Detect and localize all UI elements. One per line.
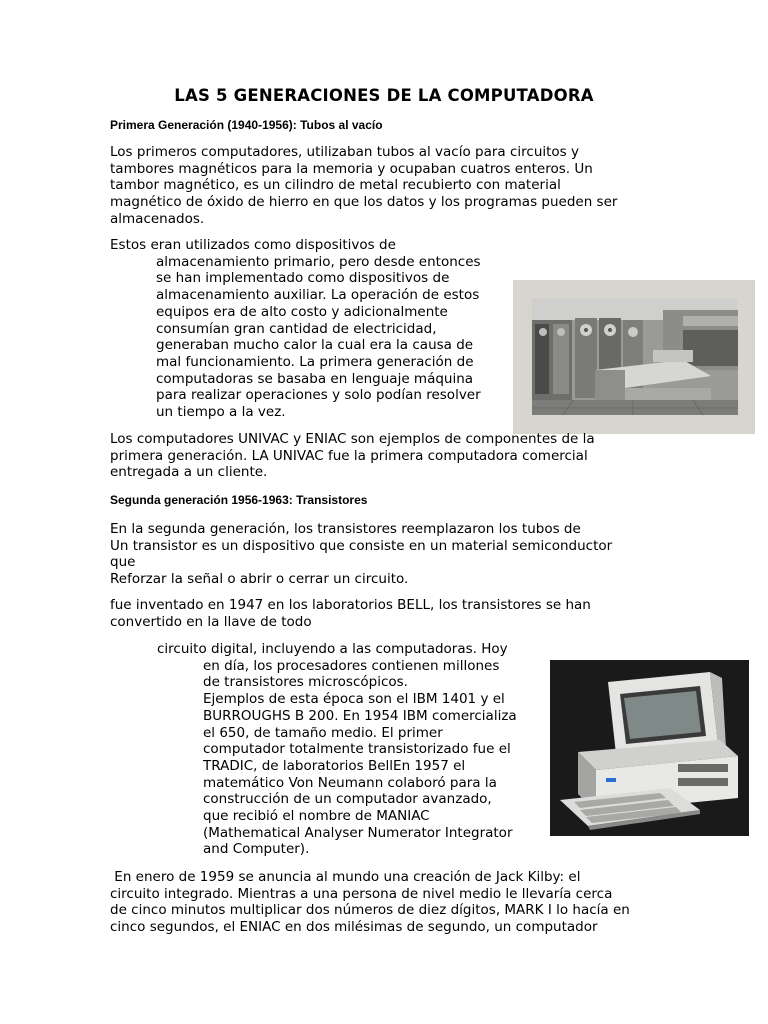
section1-paragraph2 (110, 237, 481, 421)
text-line: construcción de un computador avanzado, (203, 791, 492, 808)
text-line: circuito digital, incluyendo a las computadoras. Hoy (157, 641, 508, 657)
text-line: generaban mucho calor la cual era la causa de (156, 337, 474, 354)
text-line: Un transistor es un dispositivo que consiste en un material semiconductor (110, 537, 613, 554)
section2-paragraph1 (110, 521, 612, 588)
text-line: un tiempo a la vez. (156, 404, 286, 421)
text-line: para realizar operaciones y solo podían resolver (156, 387, 481, 404)
text-line: computadoras se basaba en lenguaje máquina (156, 370, 474, 387)
text-line: En enero de 1959 se anuncia al mundo una creación de Jack Kilby: el (110, 869, 581, 885)
text-line: TRADIC, de laboratorios BellEn 1957 el (203, 757, 466, 774)
text-line: el 650, de tamaño medio. El primer (203, 724, 443, 741)
text-line: matemático Von Neumann colaboró para la (203, 774, 497, 791)
text-line: de transistores microscópicos. (203, 674, 408, 691)
text-line: almacenados. (110, 210, 205, 227)
text-line: almacenamiento auxiliar. La operación de estos (156, 287, 480, 304)
text-line: Los computadores UNIVAC y ENIAC son ejemplos de componentes de la (110, 431, 595, 447)
text-line: BURROUGHS B 200. En 1954 IBM comercializa (203, 707, 517, 724)
text-line: en día, los procesadores contienen millones (203, 657, 500, 674)
text-line: mal funcionamiento. La primera generación de (156, 353, 474, 370)
section1-heading: Primera Generación (1940-1956): Tubos al vacío (110, 118, 383, 132)
section1-paragraph3 (110, 431, 595, 481)
section2-paragraph3 (157, 641, 517, 858)
text-line: cinco segundos, el ENIAC en dos milésimas de segundo, un computador (110, 919, 598, 936)
section2-paragraph2 (110, 597, 591, 630)
text-line: fue inventado en 1947 en los laboratorios BELL, los transistores se han (110, 597, 591, 613)
text-line: primera generación. LA UNIVAC fue la primera computadora comercial (110, 447, 588, 464)
text-line: que recibió el nombre de MANIAC (203, 808, 430, 825)
section2-heading: Segunda generación 1956-1963: Transistores (110, 493, 368, 507)
text-line: Estos eran utilizados como dispositivos de (110, 237, 396, 253)
text-line: Ejemplos de esta época son el IBM 1401 y el (203, 691, 505, 708)
section1-paragraph1 (110, 144, 617, 228)
text-line: convertido en la llave de todo (110, 613, 312, 630)
text-line: almacenamiento primario, pero desde entonces (156, 253, 481, 270)
text-line: computador totalmente transistorizado fue el (203, 741, 511, 758)
text-line: En la segunda generación, los transistores reemplazaron los tubos de (110, 521, 581, 537)
text-line: consumían gran cantidad de electricidad, (156, 320, 437, 337)
text-line: Reforzar la señal o abrir o cerrar un circuito. (110, 571, 409, 588)
text-line: circuito integrado. Mientras a una persona de nivel medio le llevaría cerca (110, 885, 613, 902)
text-line: magnético de óxido de hierro en que los datos y los programas pueden ser (110, 194, 618, 211)
text-line: equipos era de alto costo y adicionalmente (156, 303, 448, 320)
section2-paragraph4 (110, 869, 630, 936)
text-line: Los primeros computadores, utilizaban tubos al vacío para circuitos y (110, 144, 579, 160)
text-line: que (110, 554, 136, 571)
text-line: de cinco minutos multiplicar dos números de diez dígitos, MARK I lo hacía en (110, 902, 630, 919)
text-line: and Computer). (203, 841, 310, 858)
ibm-pc-photo (550, 660, 749, 836)
text-line: entregada a un cliente. (110, 464, 268, 481)
text-line: tambores magnéticos para la memoria y ocupaban cuatros enteros. Un (110, 160, 593, 177)
text-line: se han implementado como dispositivos de (156, 270, 450, 287)
text-line: tambor magnético, es un cilindro de metal recubierto con material (110, 177, 561, 194)
vacuum-tube-computer-photo (513, 280, 755, 434)
document-title: LAS 5 GENERACIONES DE LA COMPUTADORA (174, 86, 594, 105)
text-line: (Mathematical Analyser Numerator Integrator (203, 824, 513, 841)
